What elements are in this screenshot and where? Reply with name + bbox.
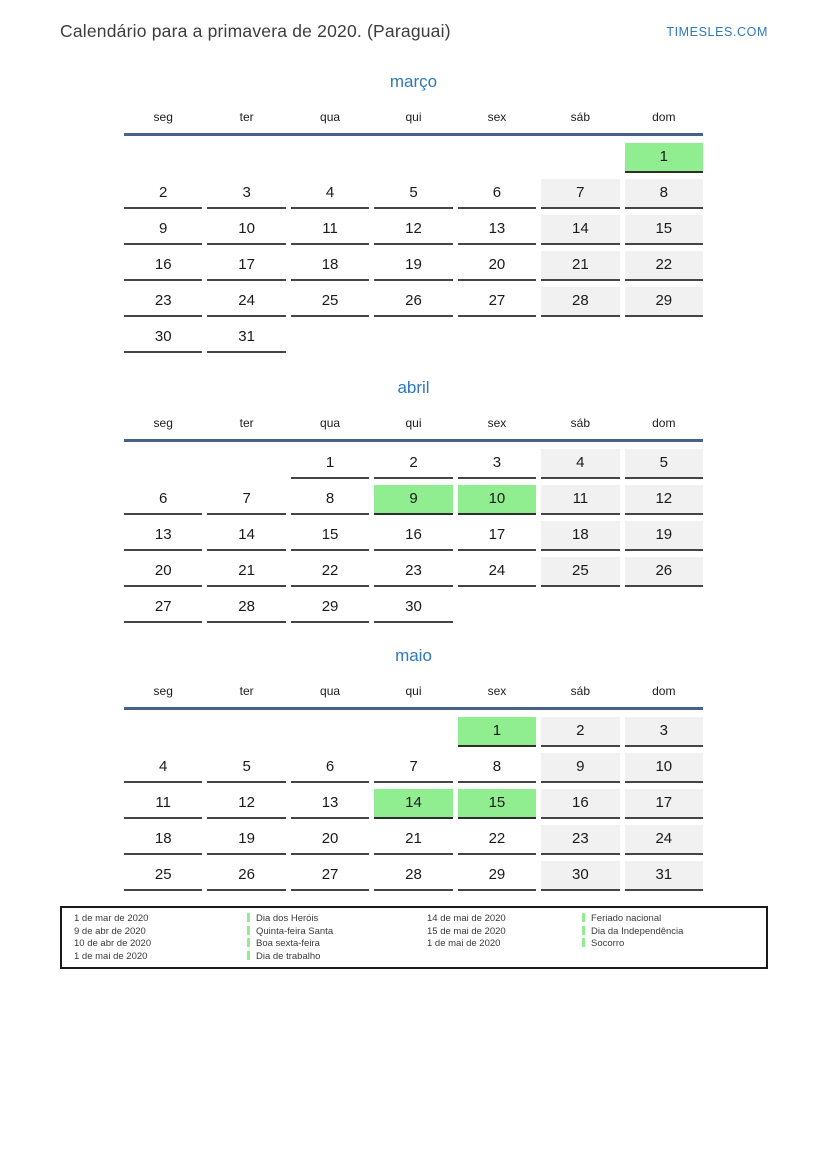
day-cell: 8 (625, 179, 703, 209)
day-cell: 28 (374, 861, 452, 891)
holiday-marker-icon (582, 913, 585, 922)
day-cell: 11 (291, 215, 369, 245)
day-cell-empty (541, 593, 619, 621)
legend-holiday-name (582, 913, 766, 926)
holiday-legend (60, 906, 768, 969)
day-cell: 22 (291, 557, 369, 587)
legend-date: 9 de abr de 2020 (74, 925, 146, 937)
day-cell: 16 (374, 521, 452, 551)
page-title: Calendário para a primavera de 2020. (Paraguai) (60, 21, 451, 41)
week-row (124, 215, 703, 245)
weekday-header-row (124, 109, 703, 125)
month-title: maio (395, 646, 432, 665)
month-title: março (389, 72, 438, 91)
day-cell-empty (291, 717, 369, 745)
day-cell: 20 (458, 251, 536, 281)
day-cell-empty (291, 143, 369, 171)
legend-holiday-label: Quinta-feira Santa (256, 925, 334, 937)
day-cell: 23 (374, 557, 452, 587)
day-cell: 18 (541, 521, 619, 551)
day-cell: 17 (625, 789, 703, 819)
weekday-label: seg (153, 110, 173, 124)
day-cell-empty (541, 143, 619, 171)
day-cell: 7 (374, 753, 452, 783)
legend-date: 1 de mai de 2020 (427, 938, 501, 950)
day-cell: 4 (541, 449, 619, 479)
day-cell: 7 (541, 179, 619, 209)
holiday-marker-icon (582, 926, 585, 935)
day-cell: 30 (374, 593, 452, 623)
day-cell-empty (541, 323, 619, 351)
week-row (124, 449, 703, 479)
day-cell: 12 (374, 215, 452, 245)
week-row (124, 593, 703, 623)
weekday-label: dom (652, 684, 676, 698)
holiday-marker-icon (247, 938, 250, 947)
week-row (124, 717, 703, 747)
legend-date: 15 de mai de 2020 (427, 925, 506, 937)
month-title: abril (397, 378, 430, 397)
topbar (60, 19, 768, 43)
day-cell: 6 (458, 179, 536, 209)
day-cell: 28 (207, 593, 285, 623)
day-cell: 25 (541, 557, 619, 587)
week-row (124, 287, 703, 317)
weekday-label: qua (320, 110, 341, 124)
day-cell: 31 (207, 323, 285, 353)
weekday-label: ter (239, 416, 254, 430)
legend-holiday-label: Feriado nacional (591, 913, 662, 924)
day-cell: 15 (291, 521, 369, 551)
day-cell: 25 (291, 287, 369, 317)
day-cell: 24 (625, 825, 703, 855)
day-cell: 31 (625, 861, 703, 891)
day-cell-empty (124, 449, 202, 477)
day-cell: 21 (541, 251, 619, 281)
weekday-label: ter (239, 684, 254, 698)
legend-names-column (247, 913, 427, 967)
day-cell: 21 (207, 557, 285, 587)
weekday-label: sáb (570, 110, 591, 124)
day-cell: 16 (124, 251, 202, 281)
day-cell-empty (207, 717, 285, 745)
legend-holiday-name (247, 938, 427, 951)
day-cell-empty (458, 323, 536, 351)
day-cell: 8 (458, 753, 536, 783)
day-cell: 5 (374, 179, 452, 209)
week-row (124, 825, 703, 855)
month-abril (124, 376, 703, 629)
weekday-label: sex (487, 684, 507, 698)
month-maio (124, 644, 703, 897)
day-cell: 18 (124, 825, 202, 855)
day-cell-empty (374, 323, 452, 351)
header-rule (124, 439, 703, 442)
legend-holiday-name (247, 926, 427, 939)
day-cell: 17 (207, 251, 285, 281)
holiday-marker-icon (247, 951, 250, 960)
legend-holiday-name (247, 951, 427, 964)
legend-holiday-name (582, 938, 766, 951)
day-cell: 13 (124, 521, 202, 551)
day-cell: 10 (625, 753, 703, 783)
weekday-label: ter (239, 110, 254, 124)
day-cell: 19 (625, 521, 703, 551)
day-cell: 4 (291, 179, 369, 209)
day-cell: 11 (541, 485, 619, 515)
day-cell: 27 (291, 861, 369, 891)
legend-holiday-name (582, 926, 766, 939)
day-cell: 1 (625, 143, 703, 173)
day-cell: 9 (541, 753, 619, 783)
week-row (124, 323, 703, 353)
legend-date: 1 de mai de 2020 (74, 950, 148, 962)
day-cell: 13 (458, 215, 536, 245)
weeks-grid (124, 449, 703, 623)
day-cell-empty (458, 143, 536, 171)
day-cell: 26 (625, 557, 703, 587)
weekday-label: dom (652, 416, 676, 430)
weekday-header-row (124, 415, 703, 431)
day-cell: 22 (458, 825, 536, 855)
day-cell: 8 (291, 485, 369, 515)
day-cell: 28 (541, 287, 619, 317)
weekday-label: sex (487, 110, 507, 124)
day-cell: 14 (374, 789, 452, 819)
day-cell: 9 (374, 485, 452, 515)
day-cell-empty (207, 449, 285, 477)
week-row (124, 557, 703, 587)
day-cell: 3 (207, 179, 285, 209)
weekday-label: qui (405, 416, 422, 430)
day-cell-empty (124, 143, 202, 171)
day-cell: 14 (541, 215, 619, 245)
day-cell: 12 (625, 485, 703, 515)
day-cell: 18 (291, 251, 369, 281)
day-cell: 10 (458, 485, 536, 515)
legend-date: 1 de mar de 2020 (74, 913, 149, 924)
day-cell: 24 (207, 287, 285, 317)
weekday-label: sáb (570, 416, 591, 430)
header-rule (124, 707, 703, 710)
day-cell: 2 (124, 179, 202, 209)
weekday-label: qui (405, 110, 422, 124)
day-cell: 16 (541, 789, 619, 819)
day-cell: 30 (124, 323, 202, 353)
weeks-grid (124, 717, 703, 891)
day-cell: 29 (625, 287, 703, 317)
holiday-marker-icon (247, 926, 250, 935)
weeks-grid (124, 143, 703, 353)
weekday-label: qua (320, 684, 341, 698)
day-cell: 7 (207, 485, 285, 515)
legend-dates-column (74, 913, 247, 967)
day-cell: 6 (291, 753, 369, 783)
weekday-label: seg (153, 416, 173, 430)
legend-date: 14 de mai de 2020 (427, 913, 506, 924)
day-cell-empty (207, 143, 285, 171)
week-row (124, 753, 703, 783)
day-cell-empty (458, 593, 536, 621)
weekday-label: qui (405, 684, 422, 698)
legend-names-column (582, 913, 766, 967)
day-cell: 4 (124, 753, 202, 783)
weekday-label: sex (487, 416, 507, 430)
week-row (124, 485, 703, 515)
day-cell: 5 (207, 753, 285, 783)
week-row (124, 861, 703, 891)
day-cell: 22 (625, 251, 703, 281)
day-cell: 20 (291, 825, 369, 855)
header-rule (124, 133, 703, 136)
legend-holiday-label: Dia dos Heróis (256, 913, 319, 924)
holiday-marker-icon (247, 913, 250, 922)
day-cell: 5 (625, 449, 703, 479)
day-cell: 12 (207, 789, 285, 819)
month-março (124, 70, 703, 359)
day-cell: 24 (458, 557, 536, 587)
day-cell-empty (374, 717, 452, 745)
day-cell: 17 (458, 521, 536, 551)
legend-date: 10 de abr de 2020 (74, 938, 152, 950)
day-cell: 29 (458, 861, 536, 891)
legend-holiday-label: Boa sexta-feira (256, 938, 320, 950)
day-cell: 26 (207, 861, 285, 891)
day-cell: 15 (458, 789, 536, 819)
day-cell: 21 (374, 825, 452, 855)
day-cell: 9 (124, 215, 202, 245)
day-cell: 23 (124, 287, 202, 317)
week-row (124, 179, 703, 209)
week-row (124, 789, 703, 819)
day-cell: 1 (291, 449, 369, 479)
day-cell-empty (124, 717, 202, 745)
day-cell: 27 (458, 287, 536, 317)
weekday-label: qua (320, 416, 341, 430)
weekday-header-row (124, 683, 703, 699)
day-cell: 3 (625, 717, 703, 747)
weekday-label: seg (153, 684, 173, 698)
day-cell: 14 (207, 521, 285, 551)
day-cell: 30 (541, 861, 619, 891)
day-cell: 13 (291, 789, 369, 819)
day-cell: 15 (625, 215, 703, 245)
weekday-label: sáb (570, 684, 591, 698)
day-cell: 2 (374, 449, 452, 479)
week-row (124, 143, 703, 173)
day-cell: 2 (541, 717, 619, 747)
day-cell-empty (374, 143, 452, 171)
legend-holiday-label: Dia de trabalho (256, 950, 321, 962)
day-cell: 1 (458, 717, 536, 747)
day-cell-empty (291, 323, 369, 351)
day-cell: 19 (207, 825, 285, 855)
day-cell: 25 (124, 861, 202, 891)
week-row (124, 251, 703, 281)
holiday-marker-icon (582, 938, 585, 947)
day-cell: 10 (207, 215, 285, 245)
day-cell: 29 (291, 593, 369, 623)
day-cell: 20 (124, 557, 202, 587)
day-cell: 6 (124, 485, 202, 515)
legend-dates-column (427, 913, 582, 967)
weekday-label: dom (652, 110, 676, 124)
day-cell: 3 (458, 449, 536, 479)
day-cell-empty (625, 593, 703, 621)
legend-holiday-label: Socorro (591, 938, 625, 950)
day-cell: 27 (124, 593, 202, 623)
week-row (124, 521, 703, 551)
day-cell-empty (625, 323, 703, 351)
day-cell: 23 (541, 825, 619, 855)
day-cell: 11 (124, 789, 202, 819)
day-cell: 19 (374, 251, 452, 281)
site-link[interactable]: TIMESLES.COM (666, 25, 768, 39)
day-cell: 26 (374, 287, 452, 317)
legend-holiday-name (247, 913, 427, 926)
legend-holiday-label: Dia da Independência (591, 925, 684, 937)
